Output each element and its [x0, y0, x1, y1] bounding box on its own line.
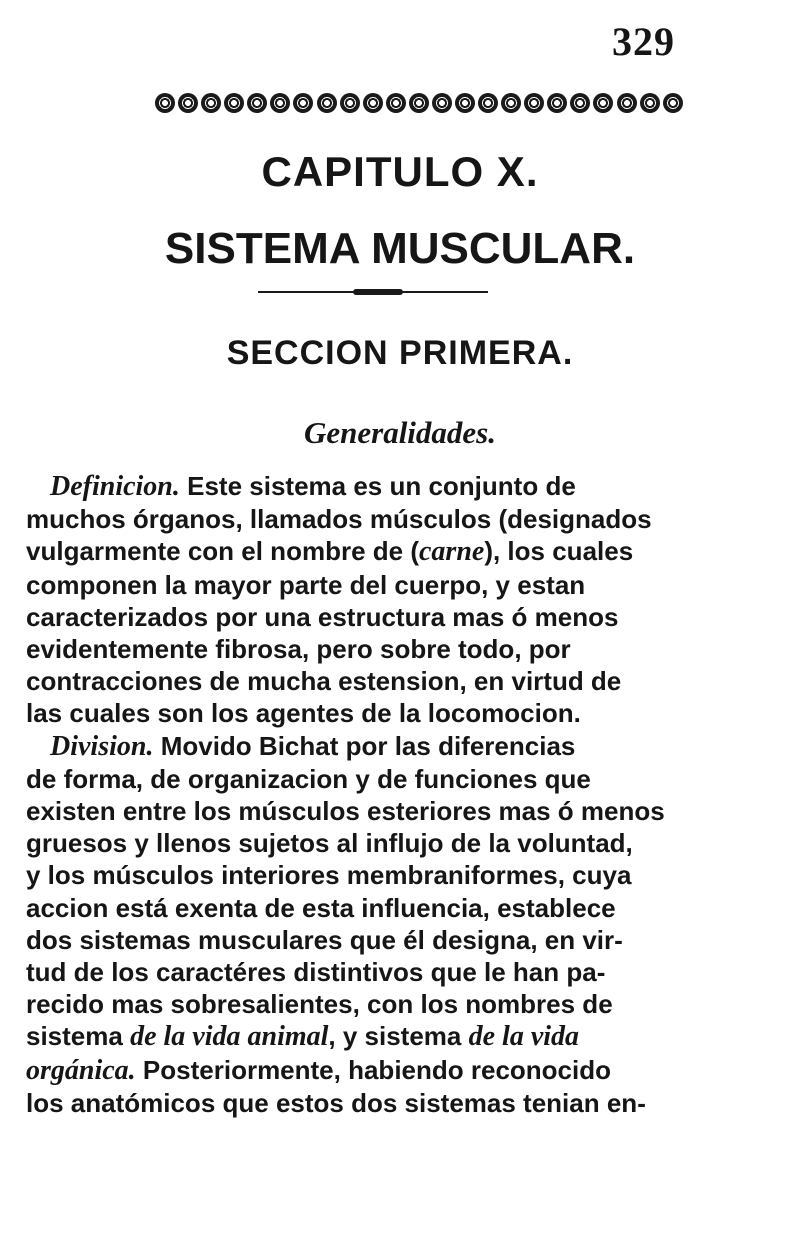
emphasis: orgánica.: [26, 1054, 136, 1086]
line-text: Este sistema es un conjunto de: [187, 471, 576, 501]
emphasis: de la vida animal: [130, 1021, 329, 1053]
line-text: vulgarmente con el nombre de: [26, 536, 404, 567]
line-text: existen entre los músculos esteriores mas ó menos: [26, 796, 665, 827]
line-text: ), los cuales: [484, 536, 634, 567]
emphasis: carne: [419, 536, 485, 568]
text-line: [26, 763, 724, 795]
line-text: los anatómicos que estos dos sistemas tenian en-: [26, 1087, 646, 1118]
text-line: [26, 827, 724, 859]
line-text: y los músculos interiores membraniformes, cuya: [26, 860, 632, 891]
system-title: SISTEMA MUSCULAR.: [164, 224, 636, 273]
line-text: accion está exenta de esta influencia, establece: [26, 892, 616, 923]
text-line: vulgarmente con el nombre de (carne), los cuales: [26, 536, 634, 568]
text-line: [26, 1087, 724, 1119]
text-line: [26, 795, 724, 827]
line-text: dos sistemas musculares que él designa, en vir-: [26, 924, 623, 955]
text-line: [26, 665, 724, 697]
text-line: [26, 697, 724, 729]
line-text: componen la mayor parte del cuerpo, y estan: [26, 569, 586, 600]
page-number: 329: [612, 19, 675, 64]
text-line: [26, 633, 724, 665]
subheading: Generalidades.: [303, 415, 496, 450]
line-text: gruesos y llenos sujetos al influjo de la voluntad,: [26, 828, 633, 859]
text-line: [26, 859, 724, 891]
line-text: tud de los caractéres distintivos que le han pa-: [26, 957, 606, 988]
line-text: Posteriormente, habiendo reconocido: [142, 1054, 611, 1085]
ornament-border: [155, 88, 683, 118]
text-line: [26, 503, 724, 535]
line-text: contracciones de mucha estension, en virtud de: [26, 666, 622, 697]
text-line: [26, 601, 724, 633]
line-text: , y sistema: [328, 1021, 462, 1052]
line-text: sistema: [26, 1021, 123, 1052]
text-line: [26, 892, 724, 924]
text-line: [26, 470, 724, 503]
line-text: las cuales son los agentes de la locomocion.: [26, 698, 581, 729]
line-text: caracterizados por una estructura mas ó menos: [26, 601, 619, 632]
line-text: evidentemente fibrosa, pero sobre todo, por: [26, 634, 571, 665]
text-line: [26, 924, 724, 956]
text-line: [26, 956, 724, 988]
term: Definicion.: [50, 471, 180, 502]
line-text: Movido Bichat por las diferencias: [160, 730, 576, 761]
body-text: [26, 470, 724, 1119]
text-line: [26, 730, 724, 763]
emphasis: de la vida: [468, 1021, 580, 1053]
text-line: [26, 569, 724, 601]
text-line: [26, 988, 724, 1020]
term: Division.: [50, 730, 154, 762]
line-text: recido mas sobresalientes, con los nombres de: [26, 989, 613, 1020]
line-text: muchos órganos, llamados músculos (designados: [26, 504, 652, 535]
text-line: [26, 1020, 724, 1053]
text-line: [26, 1054, 724, 1087]
chapter-title: CAPITULO X.: [261, 148, 539, 195]
section-heading: SECCION PRIMERA.: [226, 334, 574, 372]
line-text: de forma, de organizacion y de funciones que: [26, 763, 591, 794]
decorative-rule: [258, 289, 488, 295]
